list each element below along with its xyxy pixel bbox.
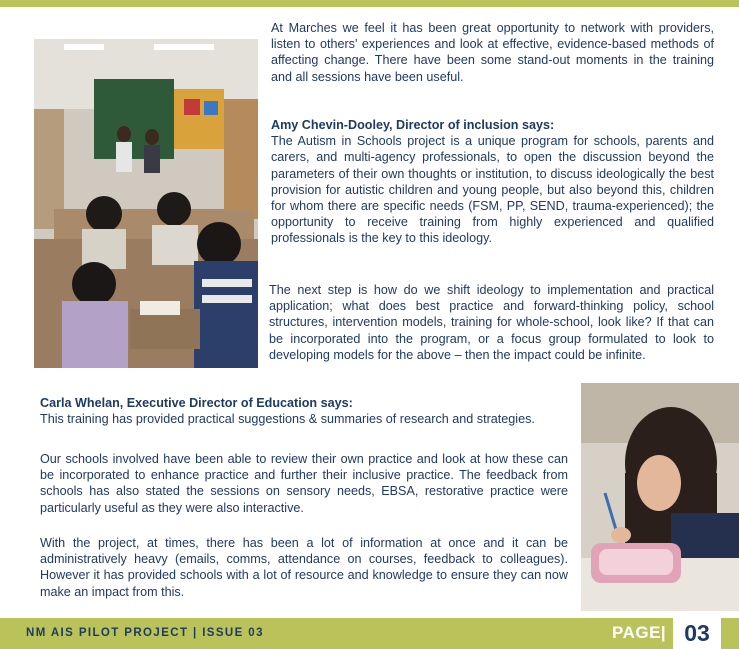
top-accent-bar <box>0 0 739 7</box>
intro-paragraph <box>271 20 714 85</box>
carla-quote-p3: With the project, at times, there has been a lot of information at once and it can be administratively heavy (emails, comms, attendance on courses, feedback to colleagues). However it has provided schools with a lot of resource and knowledge to ensure they can now make an impact from this. <box>40 536 568 599</box>
footer-title: NM AIS PILOT PROJECT | ISSUE 03 <box>26 627 264 639</box>
carla-quote-author: Carla Whelan, Executive Director of Education says: <box>40 396 353 410</box>
amy-quote <box>271 117 714 247</box>
intro-text: At Marches we feel it has been great opportunity to network with providers, listen to others' experiences and look at effective, evidence-based methods of affecting change. There have been some stand-out moments in the training and all sessions have been useful. <box>271 21 714 84</box>
carla-quote-p1: This training has provided practical suggestions & summaries of research and strategies. <box>40 412 535 427</box>
carla-paragraph-3 <box>40 535 568 600</box>
next-step-paragraph <box>269 282 714 363</box>
page-number: 03 <box>684 620 710 646</box>
page-number-box <box>673 618 721 649</box>
amy-quote-text: The Autism in Schools project is a unique program for schools, parents and carers, and multi-agency professionals, to open the discussion beyond the parameters of their own thoughts or institution, to discuss ideologically the best provision for autistic children and young people, but also beyond this, children for whom there are specific needs (FSM, PP, SEND, trauma-experienced); the opportunity to receive training from highly experienced and qualified professionals is the key to this ideology. <box>271 134 714 246</box>
next-step-text: The next step is how do we shift ideology to implementation and practical application; what does best practice and forward-thinking policy, school structures, intervention models, training for whole-school, look like? If that can be incorporated into the program, or a focus group formulated to look to developing models for the above – then the impact could be infinite. <box>269 283 714 362</box>
carla-quote <box>40 395 568 427</box>
carla-quote-p2: Our schools involved have been able to review their own practice and look at how these can be incorporated to enhance practice and further their inclusive practice. The feedback from schools has also stated the sessions on sensory needs, EBSA, restorative practice were particularly useful as they were also interactive. <box>40 452 568 515</box>
student-writing-photo <box>581 383 739 611</box>
carla-paragraph-2 <box>40 451 568 516</box>
page-label: PAGE| <box>612 623 667 642</box>
classroom-photo <box>34 39 258 368</box>
amy-quote-author: Amy Chevin-Dooley, Director of inclusion says: <box>271 118 555 132</box>
footer-bar <box>0 618 739 649</box>
